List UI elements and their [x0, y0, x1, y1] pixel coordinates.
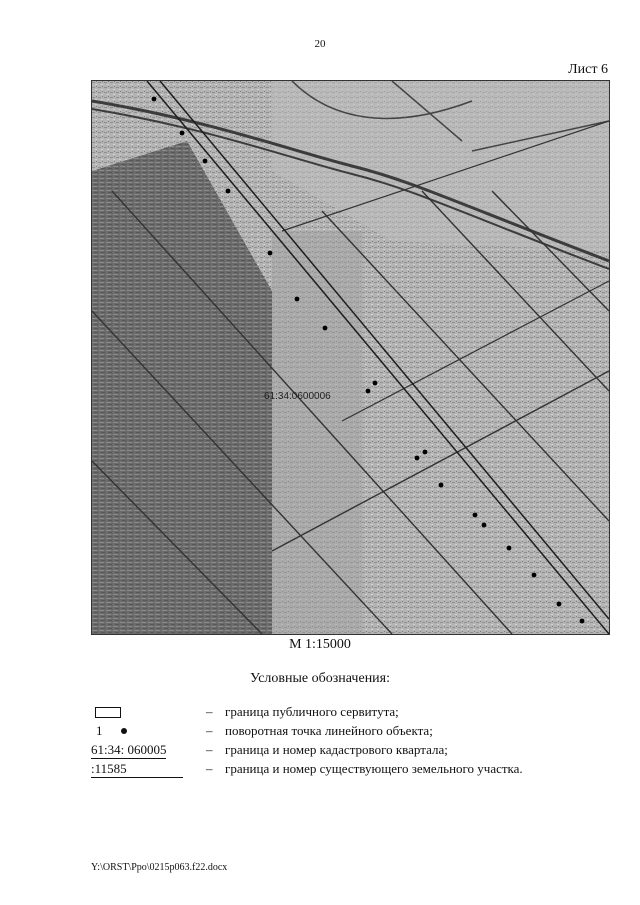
legend-item-cadastral-quarter: [91, 742, 611, 761]
legend: [91, 704, 611, 780]
map-image: [92, 81, 609, 634]
cadastral-quarter-label: 61:34:0600006: [264, 391, 331, 402]
legend-symbol: [91, 761, 191, 780]
legend-dash: –: [206, 723, 213, 738]
legend-symbol: [91, 704, 191, 723]
servitude-rectangle-icon: [95, 707, 121, 718]
legend-text: поворотная точка линейного объекта;: [225, 723, 433, 738]
legend-item-servitude: [91, 704, 611, 723]
point-number: 1: [96, 723, 103, 738]
legend-text: граница и номер существующего земельного участка.: [225, 761, 523, 776]
point-dot-icon: [121, 728, 127, 734]
cadastral-map: [91, 80, 610, 635]
parcel-code: :11585: [91, 761, 183, 778]
legend-symbol: [91, 742, 191, 761]
file-path: Y:\ORST\Ppo\0215p063.f22.docx: [91, 862, 228, 873]
legend-item-land-parcel: [91, 761, 611, 780]
legend-symbol: [91, 723, 191, 742]
legend-item-turning-point: [91, 723, 611, 742]
page-number: 20: [314, 38, 326, 50]
legend-dash: –: [206, 704, 213, 719]
legend-text: граница публичного сервитута;: [225, 704, 399, 719]
legend-dash: –: [206, 742, 213, 757]
legend-text: граница и номер кадастрового квартала;: [225, 742, 448, 757]
legend-dash: –: [206, 761, 213, 776]
quarter-code: 61:34: 060005: [91, 742, 167, 757]
scale-label: М 1:15000: [289, 637, 351, 652]
legend-title: Условные обозначения:: [249, 671, 391, 686]
light-field-area: [272, 231, 362, 634]
sheet-label: Лист 6: [568, 62, 608, 77]
